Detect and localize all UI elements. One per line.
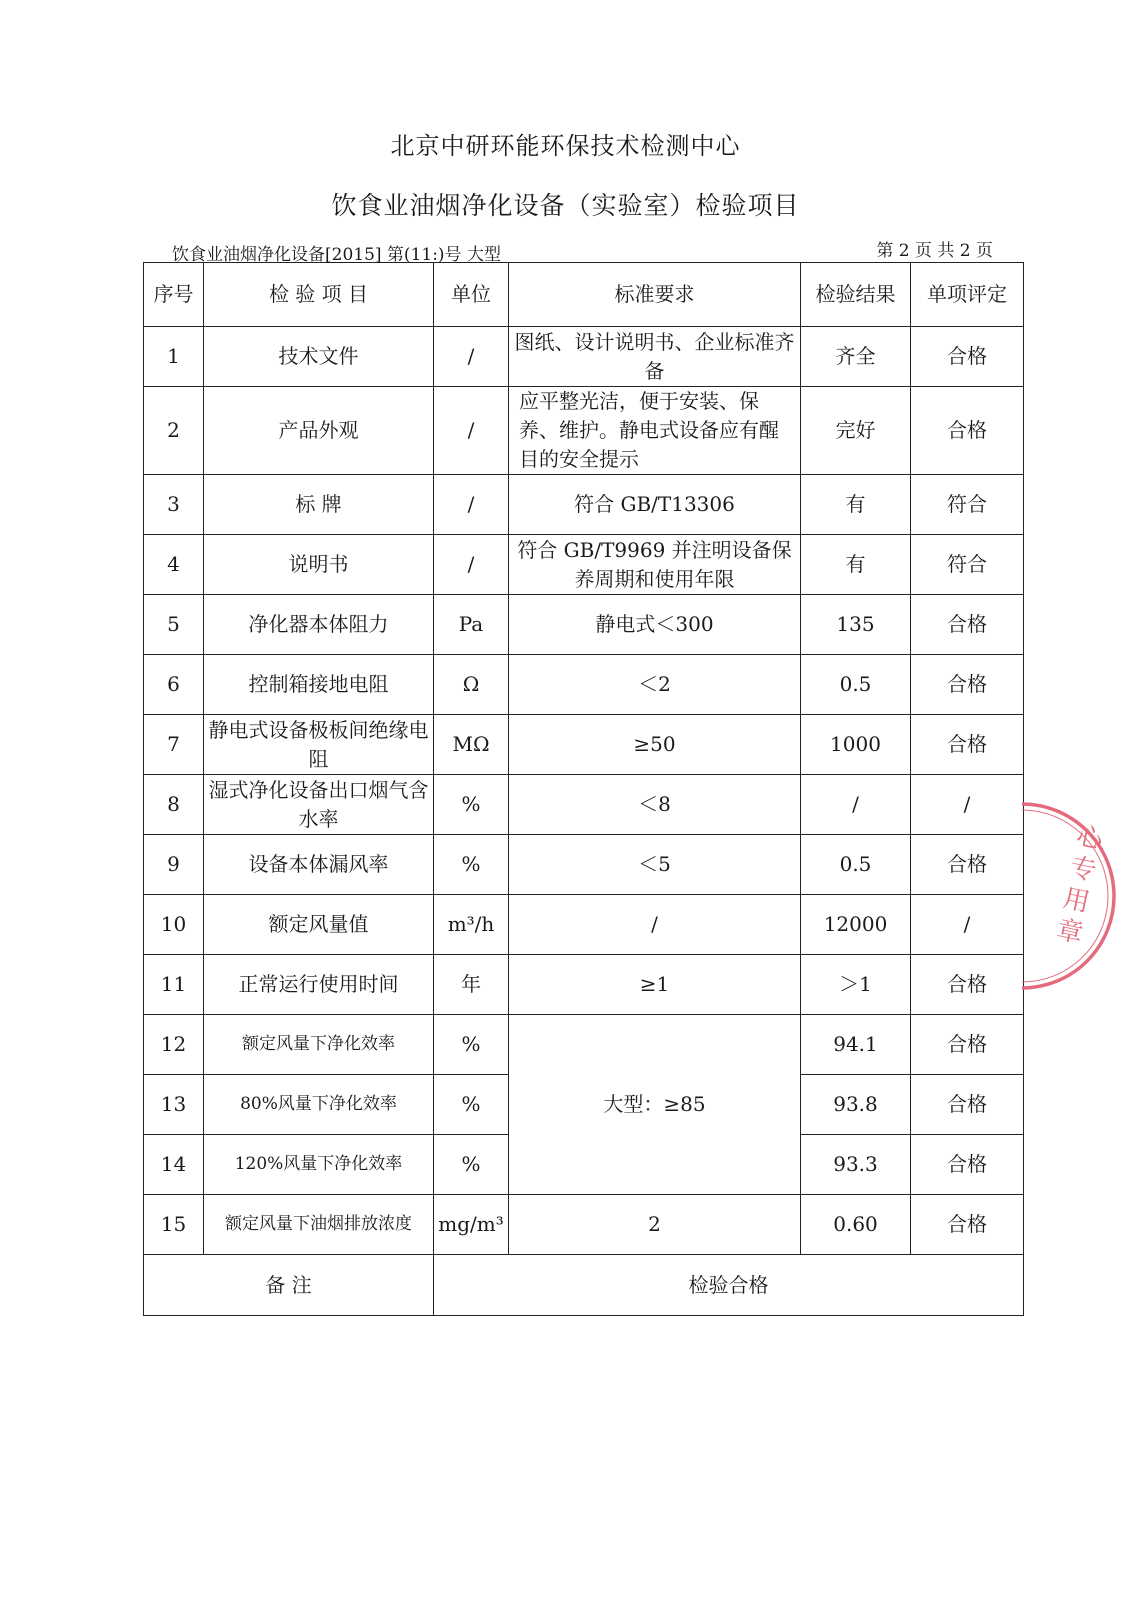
- row-requirement: 静电式＜300: [509, 595, 801, 655]
- row-number: 7: [144, 715, 204, 775]
- remark-row: [144, 1255, 1024, 1316]
- row-unit: /: [434, 387, 509, 475]
- row-requirement: ≥1: [509, 955, 801, 1015]
- row-result: 12000: [801, 895, 911, 955]
- row-number: 15: [144, 1195, 204, 1255]
- row-item: 静电式设备极板间绝缘电阻: [204, 715, 434, 775]
- row-unit: %: [434, 1015, 509, 1075]
- row-verdict: 合格: [911, 387, 1024, 475]
- table-row: [144, 1195, 1024, 1255]
- table-header-row: [144, 263, 1024, 327]
- row-unit: %: [434, 1075, 509, 1135]
- row-requirement: 符合 GB/T13306: [509, 475, 801, 535]
- row-requirement: 2: [509, 1195, 801, 1255]
- row-item: 120%风量下净化效率: [204, 1135, 434, 1195]
- table-row: [144, 715, 1024, 775]
- table-row: [144, 835, 1024, 895]
- row-verdict: 符合: [911, 475, 1024, 535]
- remark-value: 检验合格: [434, 1255, 1024, 1316]
- row-item: 额定风量下油烟排放浓度: [204, 1195, 434, 1255]
- document-reference: 饮食业油烟净化设备[2015] 第(11:)号 大型: [172, 245, 501, 265]
- row-number: 9: [144, 835, 204, 895]
- document-title: 饮食业油烟净化设备（实验室）检验项目: [331, 191, 800, 220]
- row-item: 标 牌: [204, 475, 434, 535]
- row-requirement: ＜5: [509, 835, 801, 895]
- row-number: 11: [144, 955, 204, 1015]
- row-verdict: /: [911, 775, 1024, 835]
- row-unit: %: [434, 835, 509, 895]
- row-result: ＞1: [801, 955, 911, 1015]
- row-verdict: 合格: [911, 835, 1024, 895]
- column-header: 单项评定: [911, 263, 1024, 327]
- row-result: 93.8: [801, 1075, 911, 1135]
- row-item: 说明书: [204, 535, 434, 595]
- row-result: 0.60: [801, 1195, 911, 1255]
- row-requirement: 符合 GB/T9969 并注明设备保养周期和使用年限: [509, 535, 801, 595]
- seal-text: 心专用章: [1049, 820, 1105, 952]
- row-requirement-merged: 大型：≥85: [509, 1015, 801, 1195]
- row-item: 80%风量下净化效率: [204, 1075, 434, 1135]
- row-verdict: /: [911, 895, 1024, 955]
- row-unit: 年: [434, 955, 509, 1015]
- official-seal: [1022, 798, 1131, 998]
- table-row: [144, 895, 1024, 955]
- table-row: [144, 1015, 1024, 1075]
- row-requirement: ＜8: [509, 775, 801, 835]
- row-item: 净化器本体阻力: [204, 595, 434, 655]
- row-unit: m³/h: [434, 895, 509, 955]
- row-requirement: ＜2: [509, 655, 801, 715]
- row-item: 正常运行使用时间: [204, 955, 434, 1015]
- row-number: 5: [144, 595, 204, 655]
- row-number: 1: [144, 327, 204, 387]
- row-unit: MΩ: [434, 715, 509, 775]
- row-verdict: 合格: [911, 715, 1024, 775]
- row-unit: mg/m³: [434, 1195, 509, 1255]
- row-result: 完好: [801, 387, 911, 475]
- row-number: 12: [144, 1015, 204, 1075]
- row-item: 设备本体漏风率: [204, 835, 434, 895]
- row-verdict: 合格: [911, 595, 1024, 655]
- table-row: [144, 955, 1024, 1015]
- row-number: 8: [144, 775, 204, 835]
- column-header: 检验结果: [801, 263, 911, 327]
- inspection-table: [143, 262, 1024, 1316]
- row-number: 3: [144, 475, 204, 535]
- row-unit: %: [434, 1135, 509, 1195]
- table-row: [144, 775, 1024, 835]
- row-verdict: 符合: [911, 535, 1024, 595]
- row-verdict: 合格: [911, 955, 1024, 1015]
- row-result: 有: [801, 475, 911, 535]
- row-number: 10: [144, 895, 204, 955]
- row-verdict: 合格: [911, 1195, 1024, 1255]
- row-result: /: [801, 775, 911, 835]
- row-unit: Ω: [434, 655, 509, 715]
- row-unit: /: [434, 535, 509, 595]
- row-result: 0.5: [801, 835, 911, 895]
- row-verdict: 合格: [911, 655, 1024, 715]
- organization-name: 北京中研环能环保技术检测中心: [390, 132, 741, 160]
- row-item: 产品外观: [204, 387, 434, 475]
- column-header: 单位: [434, 263, 509, 327]
- row-result: 齐全: [801, 327, 911, 387]
- row-item: 额定风量值: [204, 895, 434, 955]
- table-row: [144, 655, 1024, 715]
- row-number: 4: [144, 535, 204, 595]
- row-verdict: 合格: [911, 1015, 1024, 1075]
- row-result: 1000: [801, 715, 911, 775]
- column-header: 序号: [144, 263, 204, 327]
- table-row: [144, 475, 1024, 535]
- row-number: 2: [144, 387, 204, 475]
- row-requirement: ≥50: [509, 715, 801, 775]
- row-item: 额定风量下净化效率: [204, 1015, 434, 1075]
- row-result: 93.3: [801, 1135, 911, 1195]
- row-item: 控制箱接地电阻: [204, 655, 434, 715]
- column-header: 检 验 项 目: [204, 263, 434, 327]
- row-requirement: 图纸、设计说明书、企业标准齐备: [509, 327, 801, 387]
- row-unit: Pa: [434, 595, 509, 655]
- row-verdict: 合格: [911, 1135, 1024, 1195]
- row-item: 湿式净化设备出口烟气含水率: [204, 775, 434, 835]
- column-header: 标准要求: [509, 263, 801, 327]
- table-row: [144, 327, 1024, 387]
- table-row: [144, 595, 1024, 655]
- row-unit: %: [434, 775, 509, 835]
- row-verdict: 合格: [911, 327, 1024, 387]
- row-result: 94.1: [801, 1015, 911, 1075]
- row-number: 13: [144, 1075, 204, 1135]
- row-result: 有: [801, 535, 911, 595]
- row-verdict: 合格: [911, 1075, 1024, 1135]
- row-result: 135: [801, 595, 911, 655]
- page-info: 第 2 页 共 2 页: [876, 241, 993, 261]
- row-result: 0.5: [801, 655, 911, 715]
- row-number: 14: [144, 1135, 204, 1195]
- table-row: [144, 387, 1024, 475]
- row-number: 6: [144, 655, 204, 715]
- row-item: 技术文件: [204, 327, 434, 387]
- row-requirement: 应平整光洁，便于安装、保养、维护。静电式设备应有醒目的安全提示: [509, 387, 801, 475]
- row-unit: /: [434, 327, 509, 387]
- remark-label: 备 注: [144, 1255, 434, 1316]
- table-row: [144, 535, 1024, 595]
- row-unit: /: [434, 475, 509, 535]
- row-requirement: /: [509, 895, 801, 955]
